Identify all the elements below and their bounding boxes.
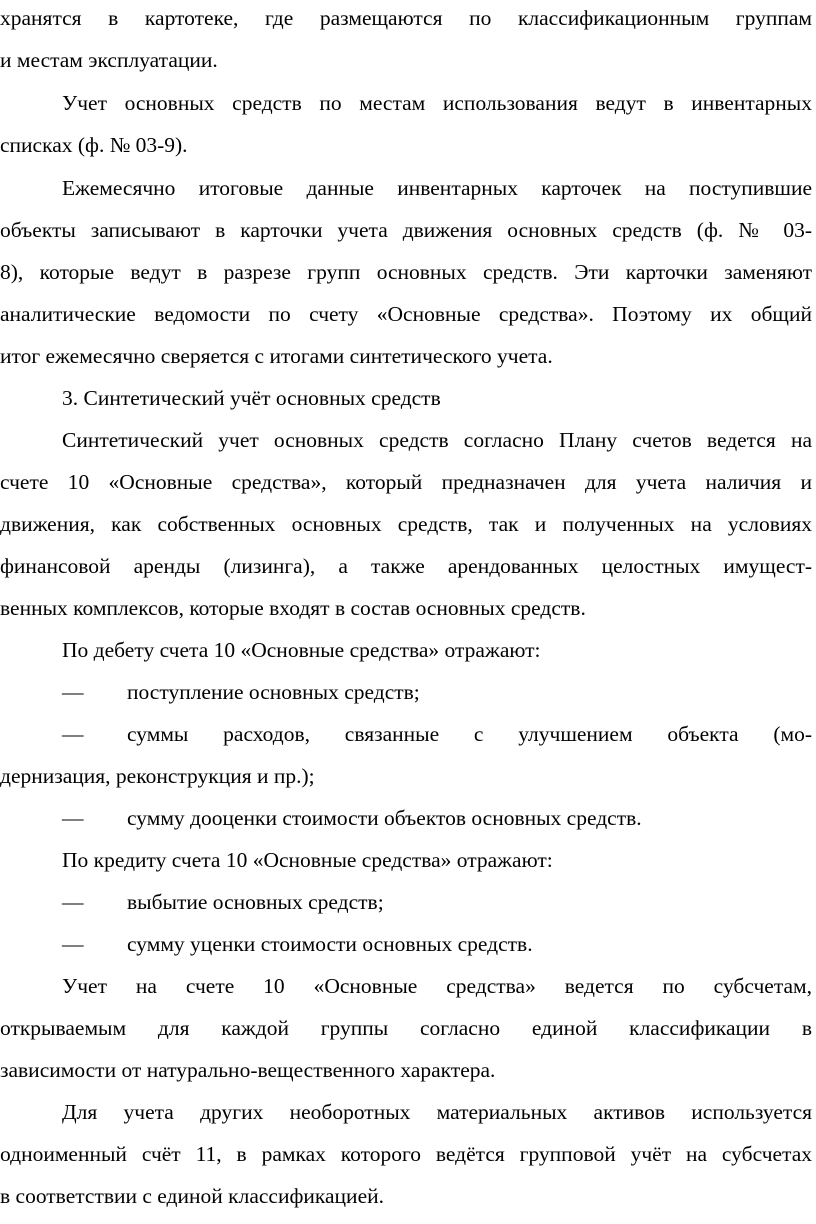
text-line: и местам эксплуатации. [0,48,218,72]
text-line: одноименный счёт 11, в рамках которого ведётся групповой учёт на субсчетах [0,1142,812,1166]
list-item: суммы расходов, связанные с улучшением объекта (мо- [127,722,812,746]
text-line: По дебету счета 10 «Основные средства» отражают: [62,638,541,662]
text-line: По кредиту счета 10 «Основные средства» отражают: [62,848,553,872]
text-line: хранятся в картотеке, где размещаются по классификационным группам [0,6,812,30]
text-line: движения, как собственных основных средств, так и полученных на условиях [0,512,812,536]
text-line: Учет основных средств по местам использования ведут в инвентарных [62,91,812,115]
text-line: счете 10 «Основные средства», который предназначен для учета наличия и [0,470,812,494]
text-line: Для учета других необоротных материальных активов используется [62,1100,812,1124]
text-line: финансовой аренды (лизинга), а также арендованных целостных имущест- [0,554,812,578]
text-line: объекты записывают в карточки учета движения основных средств (ф. № 03- [0,218,812,242]
text-line: итог ежемесячно сверяется с итогами синтетического учета. [0,344,553,368]
dash-marker: — [62,722,84,746]
text-line: аналитические ведомости по счету «Основные средства». Поэтому их общий [0,302,812,326]
dash-marker: — [62,806,84,830]
dash-marker: — [62,932,84,956]
list-item: сумму дооценки стоимости объектов основных средств. [127,806,642,830]
section-heading: 3. Синтетический учёт основных средств [62,386,441,410]
list-item-continuation: дернизация, реконструкция и пр.); [0,764,315,788]
text-line: 8), которые ведут в разрезе групп основных средств. Эти карточки заменяют [0,260,812,284]
dash-marker: — [62,890,84,914]
text-line: венных комплексов, которые входят в состав основных средств. [0,596,586,620]
list-item: поступление основных средств; [127,680,420,704]
text-line: Синтетический учет основных средств согласно Плану счетов ведется на [62,428,812,452]
text-line: в соответствии с единой классификацией. [0,1184,384,1208]
text-line: Учет на счете 10 «Основные средства» ведется по субсчетам, [62,974,812,998]
dash-marker: — [62,680,84,704]
text-line: открываемым для каждой группы согласно единой классификации в [0,1016,812,1040]
text-line: Ежемесячно итоговые данные инвентарных карточек на поступившие [62,176,812,200]
list-item: сумму уценки стоимости основных средств. [127,932,533,956]
list-item: выбытие основных средств; [127,890,384,914]
text-line: списках (ф. № 03-9). [0,133,188,157]
text-line: зависимости от натурально-вещественного характера. [0,1058,496,1082]
